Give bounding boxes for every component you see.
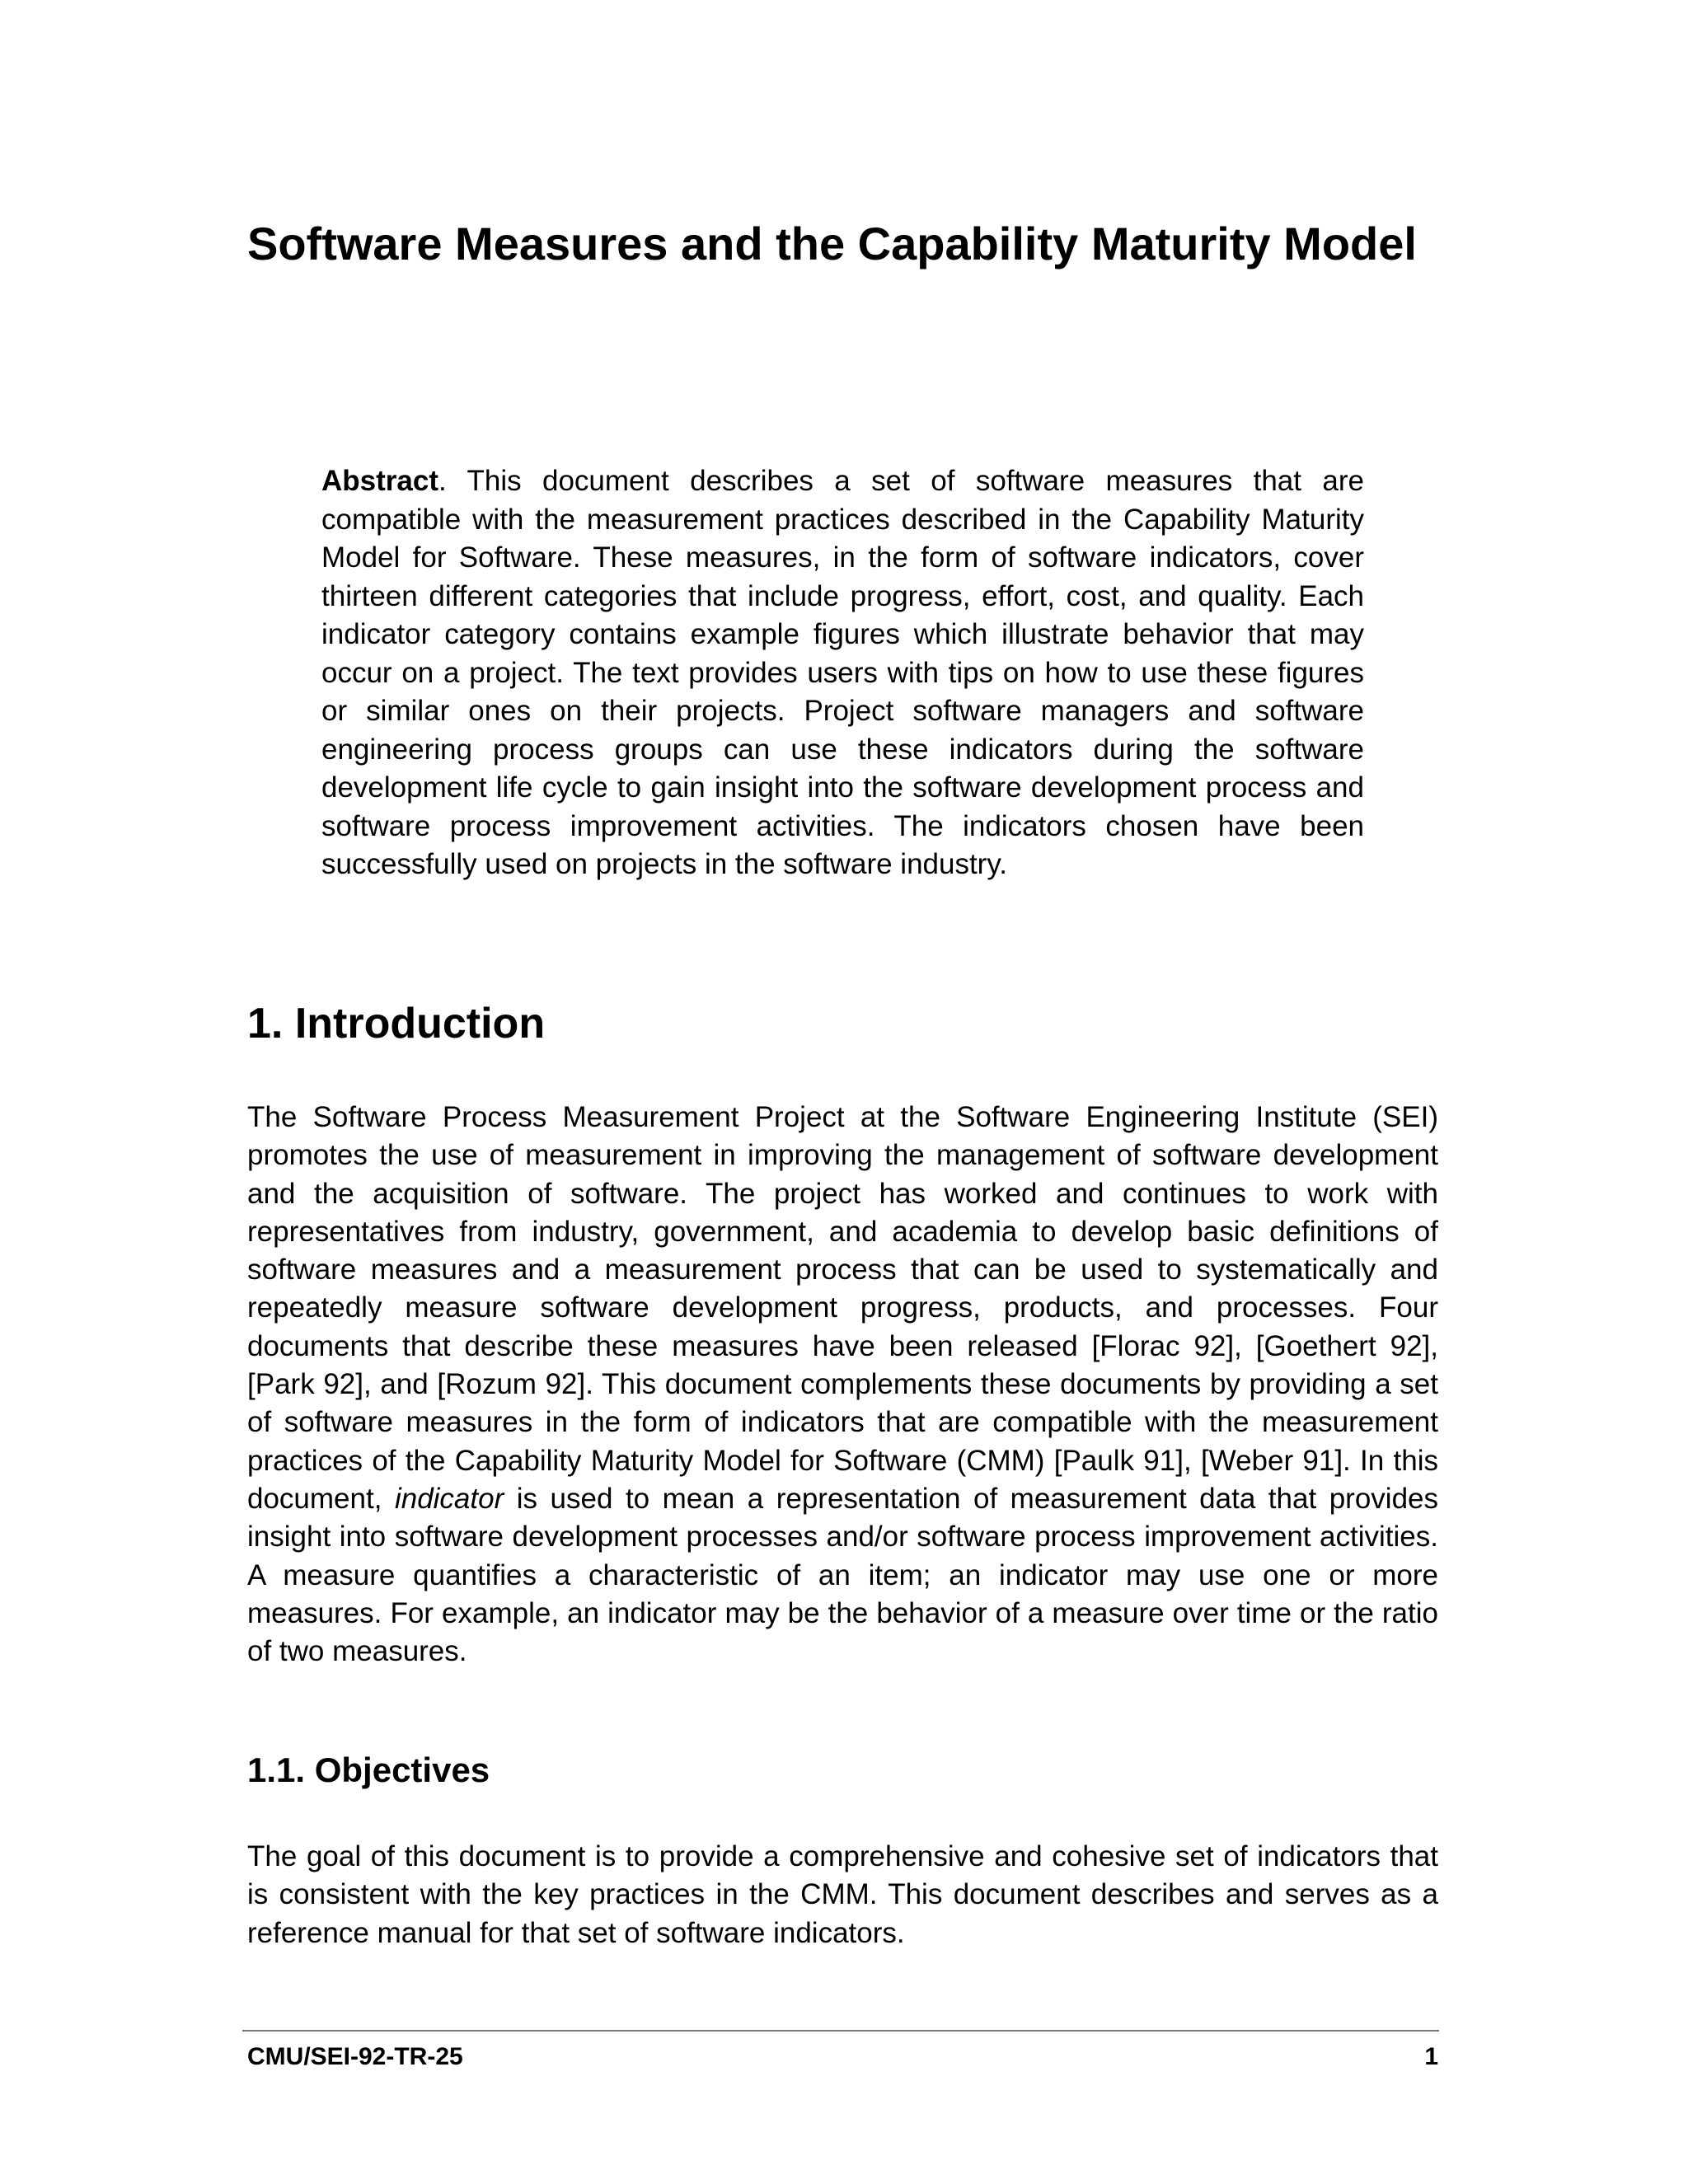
footer-divider [242,2030,1439,2032]
section-heading-objectives: 1.1. Objectives [247,1750,490,1789]
section-heading-introduction: 1. Introduction [247,1000,546,1047]
introduction-text-part2: is used to mean a representation of measurement data that provides insight into software development processes and/or software process improvement activities. A measure quantifies a characteristic of an item; an indicator may use one or more measures. For example, an indicator may be the behavior of a measure over time or the ratio of two measures. [247,1482,1438,1668]
document-title: Software Measures and the Capability Maturity Model [247,218,1417,269]
document-page [247,0,1438,2184]
introduction-text-part1: The Software Process Measurement Project at the Software Engineering Institute (SEI) promotes the use of measurement in improving the management of software development and the acquisition of software. The project has worked and continues to work with representatives from industry, government, and academia to develop basic definitions of software measures and a measurement process that can be used to systematically and repeatedly measure software development progress, products, and processes. Four documents that describe these measures have been released [Florac 92], [Goethert 92], [Park 92], and [Rozum 92]. This document complements these documents by providing a set of software measures in the form of indicators that are compatible with the measurement practices of the Capability Maturity Model for Software (CMM) [Paulk 91], [Weber 91]. In this document, [247,1101,1438,1515]
abstract-text: . This document describes a set of software measures that are compatible with the measurement practices described in the Capability Maturity Model for Software. These measures, in the form of software indicators, cover thirteen different categories that include progress, effort, cost, and quality. Each indicator category contains example figures which illustrate behavior that may occur on a project. The text provides users with tips on how to use these figures or similar ones on their projects. Project software managers and software engineering process groups can use these indicators during the software development life cycle to gain insight into the software development process and software process improvement activities. The indicators chosen have been successfully used on projects in the software industry. [321,465,1364,880]
abstract-paragraph [321,462,1364,884]
introduction-emphasis: indicator [394,1482,504,1515]
footer-report-id: CMU/SEI-92-TR-25 [247,2043,463,2070]
footer-page-number: 1 [1424,2043,1438,2070]
abstract-label: Abstract [321,465,438,497]
introduction-paragraph [247,1099,1438,1671]
objectives-paragraph: The goal of this document is to provide a comprehensive and cohesive set of indicators that is consistent with the key practices in the CMM. This document describes and serves as a reference manual for that set of software indicators. [247,1840,1438,1949]
